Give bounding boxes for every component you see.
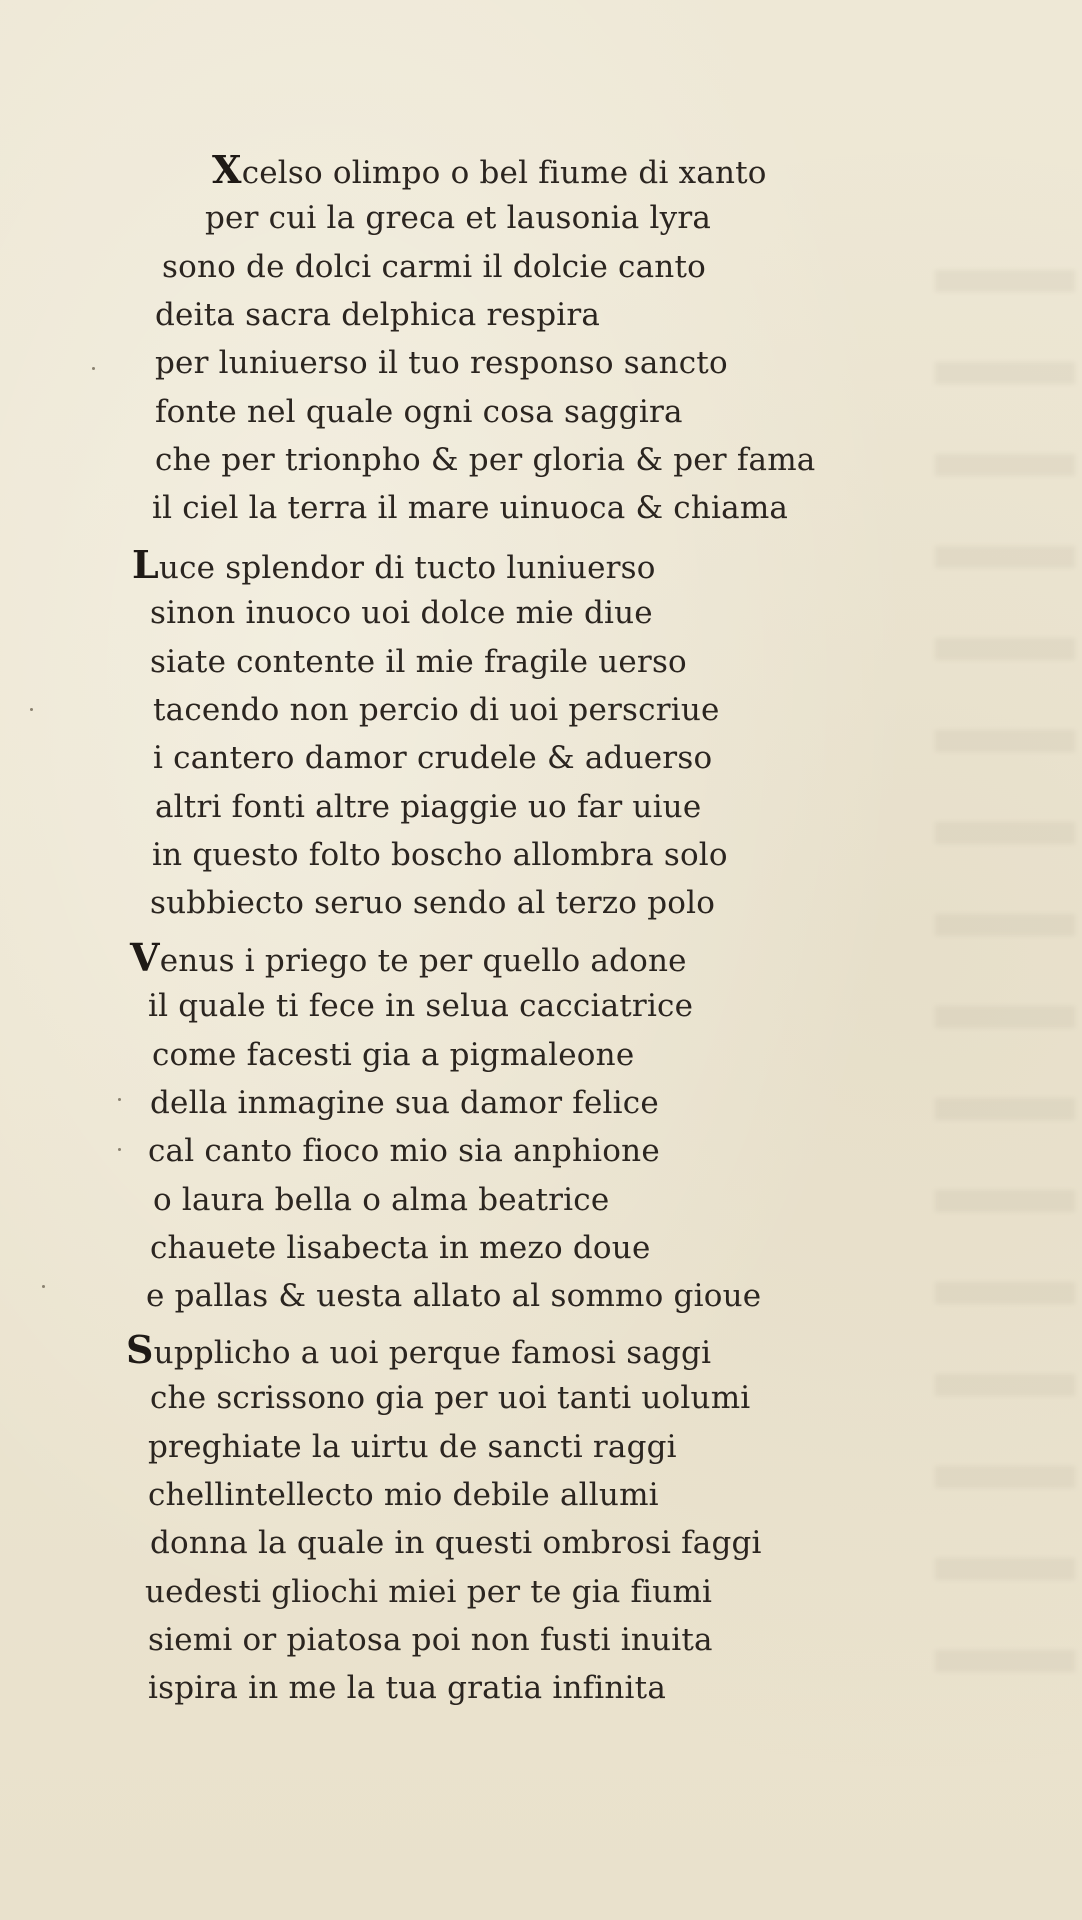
poem-line-text: cal canto fioco mio sia anphione	[148, 1133, 660, 1170]
poem-line-text: per cui la greca et lausonia lyra	[205, 200, 712, 237]
poem-line	[150, 1523, 762, 1563]
poem-line	[150, 1083, 659, 1123]
poem-line-text: upplicho a uoi perque famosi saggi	[153, 1335, 712, 1371]
paper-speck	[42, 1285, 45, 1288]
paper-speck	[118, 1098, 121, 1101]
poem-line	[153, 738, 712, 778]
poem-line-text: o laura bella o alma beatrice	[153, 1181, 610, 1218]
poem-line-text: il quale ti fece in selua cacciatrice	[148, 988, 694, 1025]
poem-line-text: enus i priego te per quello adone	[159, 943, 687, 979]
paper-speck	[30, 708, 33, 711]
poem-line-text: fonte nel quale ogni cosa saggira	[155, 393, 683, 430]
poem-line-text: in questo folto boscho allombra solo	[152, 836, 728, 873]
poem-line	[152, 488, 788, 528]
initial-letter: S	[126, 1327, 154, 1372]
poem-line-text: sinon inuoco uoi dolce mie diue	[150, 595, 653, 632]
poem-line	[155, 787, 701, 827]
poem-line-text: ispira in me la tua gratia infinita	[148, 1670, 667, 1707]
paper-speck	[92, 367, 95, 370]
poem-line-text: donna la quale in questi ombrosi faggi	[150, 1525, 762, 1562]
poem-line	[212, 147, 767, 192]
poem-line-text: chellintellecto mio debile allumi	[148, 1476, 659, 1513]
poem-line	[150, 1378, 750, 1418]
poem-line	[155, 440, 815, 480]
initial-letter: X	[212, 147, 242, 192]
poem-line	[148, 986, 693, 1026]
poem-line-text: altri fonti altre piaggie uo far uiue	[155, 788, 702, 825]
poem-line	[146, 1276, 761, 1316]
poem-line	[148, 1427, 677, 1467]
initial-letter: V	[130, 935, 160, 980]
poem-line	[148, 1620, 713, 1660]
poem-line-text: il ciel la terra il mare uinuoca & chiama	[152, 490, 789, 527]
poem-line	[145, 1572, 712, 1612]
poem-line-text: sono de dolci carmi il dolcie canto	[162, 248, 706, 285]
poem-line	[150, 642, 687, 682]
poem-line	[162, 247, 706, 287]
poem-line-text: siate contente il mie fragile uerso	[150, 643, 687, 680]
poem-line-text: celso olimpo o bel fiume di xanto	[241, 155, 767, 191]
poem-line	[152, 835, 728, 875]
poem-line-text: siemi or piatosa poi non fusti inuita	[148, 1621, 713, 1658]
poem-line	[148, 1668, 666, 1708]
poem-line-text: subbiecto seruo sendo al terzo polo	[150, 885, 716, 922]
poem-line	[148, 1131, 660, 1171]
poem-line	[153, 1180, 609, 1220]
poem-line-text: per luniuerso il tuo responso sancto	[155, 345, 728, 382]
poem-line	[132, 542, 656, 587]
poem-line-text: uedesti gliochi miei per te gia fiumi	[145, 1573, 713, 1610]
poem-line-text: uce splendor di tucto luniuerso	[158, 550, 656, 586]
poem-line	[155, 343, 728, 383]
poem-line-text: e pallas & uesta allato al sommo gioue	[146, 1278, 762, 1315]
poem-line-text: chauete lisabecta in mezo doue	[150, 1229, 651, 1266]
poem-line-text: i cantero damor crudele & aduerso	[153, 740, 713, 777]
poem-line	[148, 1475, 659, 1515]
poem-line	[152, 1035, 634, 1075]
poem-line	[205, 198, 711, 238]
initial-letter: L	[132, 542, 159, 587]
poem-line	[155, 295, 600, 335]
poem-line-text: della inmagine sua damor felice	[150, 1084, 659, 1121]
poem-line-text: deita sacra delphica respira	[155, 296, 601, 333]
poem-line	[130, 935, 687, 980]
poem-line	[126, 1327, 712, 1372]
poem-line	[155, 392, 683, 432]
poem-line-text: come facesti gia a pigmaleone	[152, 1036, 635, 1073]
show-through-shadow	[935, 200, 1075, 1700]
poem-line	[150, 883, 715, 923]
poem-line-text: che per trionpho & per gloria & per fama	[155, 441, 816, 478]
poem-line-text: tacendo non percio di uoi perscriue	[153, 691, 720, 728]
poem-line	[153, 690, 720, 730]
poem-line-text: che scrissono gia per uoi tanti uolumi	[150, 1380, 751, 1417]
poem-line-text: preghiate la uirtu de sancti raggi	[148, 1428, 677, 1465]
paper-speck	[118, 1148, 121, 1151]
poem-line	[150, 1228, 651, 1268]
poem-line	[150, 593, 653, 633]
